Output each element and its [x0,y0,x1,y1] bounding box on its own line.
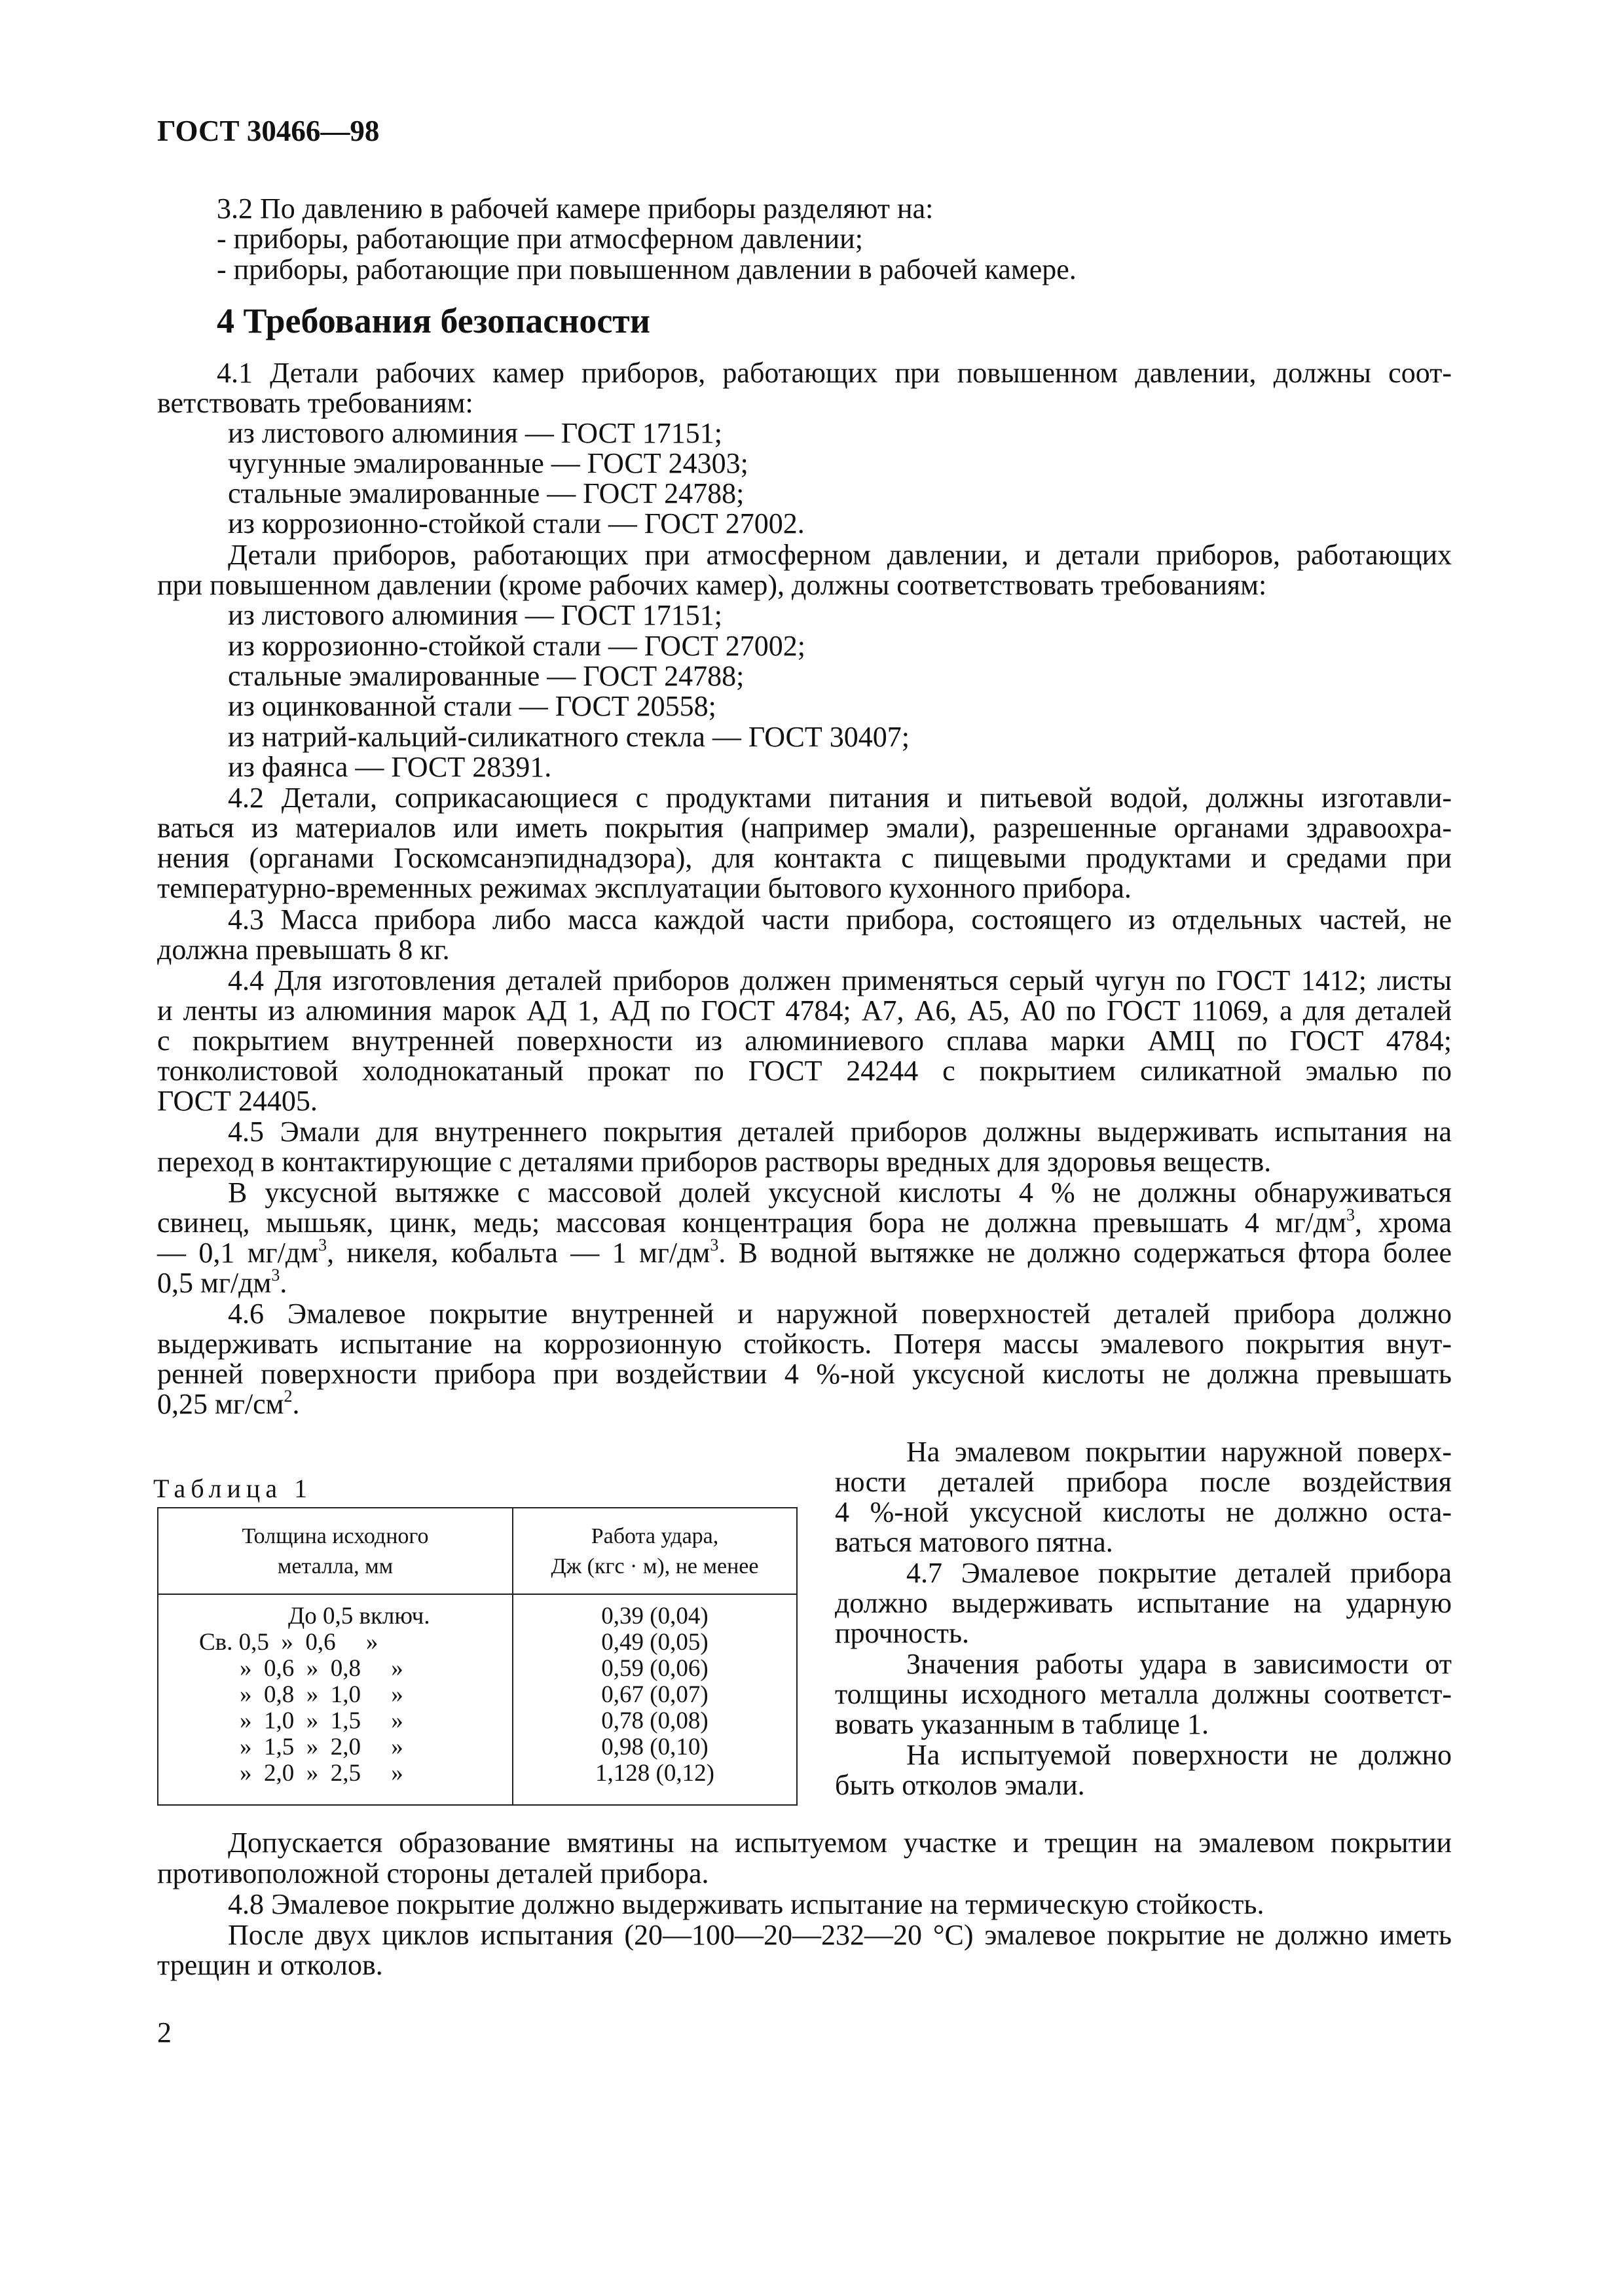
text-run: , хрома [1355,1207,1452,1239]
paragraph-line: Детали приборов, работающих при атмосферном давлении, и детали приборов, работающих [228,539,1452,571]
paragraph-line: из оцинкованной стали — ГОСТ 20558; [228,690,716,722]
paragraph-line: из листового алюминия — ГОСТ 17151; [228,599,723,631]
paragraph-line: 4.4 Для изготовления деталей приборов должен применяться серый чугун по ГОСТ 1412; листы [228,964,1452,996]
text-run: . [280,1267,287,1299]
paragraph-line: 4.7 Эмалевое покрытие деталей прибора [906,1557,1452,1589]
paragraph-line: при повышенном давлении (кроме рабочих камер), должны соответствовать требованиям: [157,569,1267,601]
paragraph-line: тонколистовой холоднокатаный прокат по ГОСТ 24244 с покрытием силикатной эмалью по [157,1055,1452,1087]
data-table [157,1507,798,1806]
paragraph-line: из коррозионно-стойкой стали — ГОСТ 27002; [228,630,805,662]
superscript: 2 [284,1387,293,1406]
page-number: 2 [157,2016,172,2049]
text-run: 0,25 мг/см [157,1388,284,1420]
table-cell-work: 0,39 (0,04) [601,1603,709,1630]
superscript: 3 [1346,1205,1355,1224]
table-cell-thickness: » 2,0 » 2,5 » [240,1760,403,1787]
paragraph-line: выдерживать испытание на коррозионную стойкость. Потеря массы эмалевого покрытия внут- [157,1328,1452,1360]
superscript: 3 [318,1235,327,1254]
table-cell-work: 0,67 (0,07) [601,1681,709,1708]
text-run: — 0,1 мг/дм [157,1237,319,1269]
table-cell-work: 0,59 (0,06) [601,1655,709,1682]
paragraph-line: 4 %-ной уксусной кислоты не должно оста- [835,1496,1452,1528]
column-header-thickness [158,1522,512,1582]
text-run: свинец, мышьяк, цинк, медь; массовая концентрация бора не должна превышать 4 мг/дм [157,1207,1346,1239]
paragraph-line: из натрий-кальций-силикатного стекла — ГОСТ 30407; [228,721,910,753]
document-header: ГОСТ 30466—98 [157,115,380,147]
paragraph-line: 4.3 Масса прибора либо масса каждой части прибора, состоящего из отдельных частей, не [228,903,1452,936]
paragraph-line: быть отколов эмали. [835,1769,1085,1801]
paragraph-line: 3.2 По давлению в рабочей камере приборы разделяют на: [217,192,934,225]
paragraph-line: ГОСТ 24405. [157,1085,318,1117]
paragraph-line: 4.6 Эмалевое покрытие внутренней и наружной поверхностей деталей прибора должно [228,1298,1452,1330]
table-cell-work: 0,49 (0,05) [601,1629,709,1656]
paragraph-line: На эмалевом покрытии наружной поверх- [906,1436,1452,1468]
table-cell-work: 1,128 (0,12) [595,1760,714,1787]
paragraph-line: ности деталей прибора после воздействия [835,1466,1452,1498]
paragraph-line: вовать указанным в таблице 1. [835,1708,1209,1740]
superscript: 3 [710,1235,719,1254]
paragraph-line: ваться матового пятна. [835,1526,1113,1558]
paragraph-line: нения (органами Госкомсанэпиднадзора), для контакта с пищевыми продуктами и средами при [157,842,1452,874]
header-text: Работа удара, [591,1524,719,1548]
header-text: металла, мм [277,1554,394,1578]
paragraph-line: - приборы, работающие при атмосферном давлении; [217,223,863,255]
paragraph-line: Допускается образование вмятины на испытуемом участке и трещин на эмалевом покрытии [228,1827,1452,1859]
header-text: Толщина исходного [242,1524,429,1548]
paragraph-line: и ленты из алюминия марок АД 1, АД по ГОСТ 4784; А7, А6, А5, А0 по ГОСТ 11069, а для деталей [157,994,1452,1027]
paragraph-line: чугунные эмалированные — ГОСТ 24303; [228,447,748,479]
paragraph-line: ветствовать требованиям: [157,387,473,419]
table-cell-work: 0,98 (0,10) [601,1734,709,1760]
superscript: 3 [271,1266,280,1285]
paragraph-line: с покрытием внутренней поверхности из алюминиевого сплава марки АМЦ по ГОСТ 4784; [157,1025,1452,1057]
section-heading: 4 Требования безопасности [217,301,650,340]
paragraph-line: 4.5 Эмали для внутреннего покрытия деталей приборов должны выдерживать испытания на [228,1116,1452,1148]
paragraph-line: 4.2 Детали, соприкасающиеся с продуктами питания и питьевой водой, должны изготавли- [228,782,1452,814]
paragraph-line: После двух циклов испытания (20—100—20—232—20 °С) эмалевое покрытие не должно иметь [228,1919,1452,1951]
paragraph-line: На испытуемой поверхности не должно [906,1739,1452,1771]
column-header-impact-work [512,1522,798,1582]
text-run: , никеля, кобальта — 1 мг/дм [327,1237,710,1269]
paragraph-line: должно выдерживать испытание на ударную [835,1587,1452,1619]
paragraph-line: Значения работы удара в зависимости от [906,1648,1452,1680]
paragraph-line [157,1205,1452,1239]
paragraph-line: ваться из материалов или иметь покрытия (например эмали), разрешенные органами здравоохра- [157,812,1452,844]
paragraph-line: ренней поверхности прибора при воздействии 4 %-ной уксусной кислоты не должна превышать [157,1358,1452,1390]
table-cell-thickness: » 0,6 » 0,8 » [240,1655,403,1682]
table-caption: Таблица 1 [153,1474,313,1503]
paragraph-line: прочность. [835,1617,970,1649]
table-cell-thickness: » 1,0 » 1,5 » [240,1707,403,1734]
paragraph-line [157,1387,300,1420]
paragraph-line: температурно-временных режимах эксплуатации бытового кухонного прибора. [157,872,1132,904]
header-text: Дж (кгс · м), не менее [551,1554,759,1578]
paragraph-line: из коррозионно-стойкой стали — ГОСТ 27002. [228,507,805,539]
table-cell-thickness: Св. 0,5 » 0,6 » [199,1629,378,1656]
paragraph-line: В уксусной вытяжке с массовой долей уксусной кислоты 4 % не должны обнаруживаться [228,1176,1452,1209]
paragraph-line: должна превышать 8 кг. [157,934,450,966]
paragraph-line: из фаянса — ГОСТ 28391. [228,751,552,783]
paragraph-line: стальные эмалированные — ГОСТ 24788; [228,660,745,692]
table-cell-thickness: До 0,5 включ. [288,1603,430,1630]
paragraph-line: - приборы, работающие при повышенном давлении в рабочей камере. [217,253,1077,285]
paragraph-line: толщины исходного металла должны соответст- [835,1678,1452,1710]
paragraph-line: стальные эмалированные — ГОСТ 24788; [228,477,745,509]
paragraph-line: противоположной стороны деталей прибора. [157,1857,709,1889]
text-run: . В водной вытяжке не должно содержаться фтора более [718,1237,1452,1269]
paragraph-line: 4.1 Детали рабочих камер приборов, работающих при повышенном давлении, должны соот- [217,357,1452,389]
table-cell-thickness: » 0,8 » 1,0 » [240,1681,403,1708]
text-run: . [292,1388,300,1420]
table-cell-thickness: » 1,5 » 2,0 » [240,1734,403,1760]
paragraph-line [157,1266,287,1299]
paragraph-line: трещин и отколов. [157,1949,383,1981]
paragraph-line: переход в контактирующие с деталями приборов растворы вредных для здоровья веществ. [157,1146,1272,1178]
text-run: 0,5 мг/дм [157,1267,272,1299]
paragraph-line [157,1235,1452,1269]
table-cell-work: 0,78 (0,08) [601,1707,709,1734]
table-divider [158,1594,796,1595]
paragraph-line: 4.8 Эмалевое покрытие должно выдерживать испытание на термическую стойкость. [228,1888,1264,1920]
paragraph-line: из листового алюминия — ГОСТ 17151; [228,417,723,449]
